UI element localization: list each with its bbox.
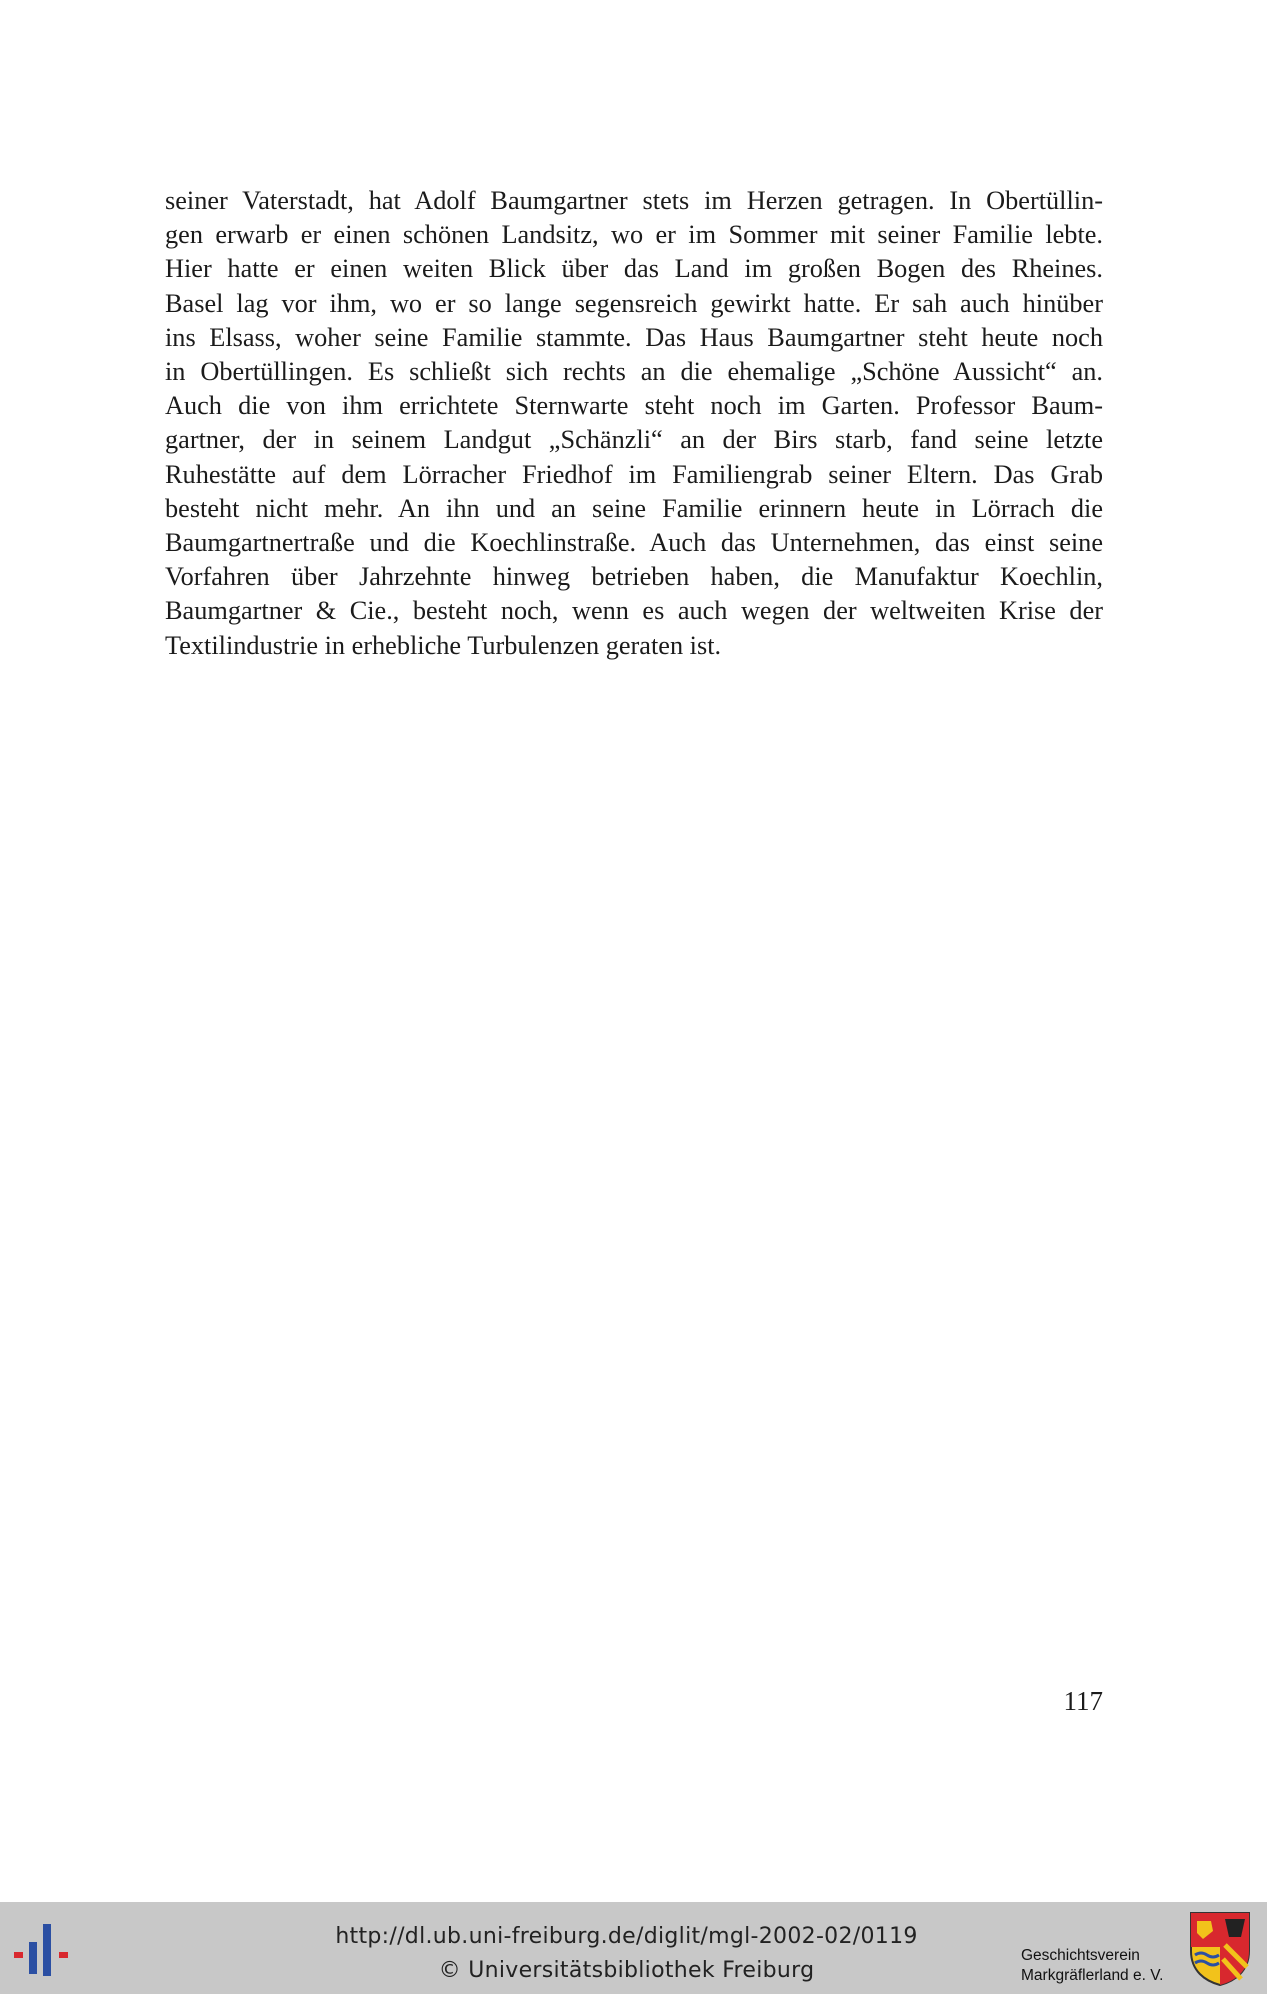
text-line: Hier hatte er einen weiten Blick über das Land im großen Bogen des Rheines. bbox=[165, 254, 1103, 284]
text-line: Basel lag vor ihm, wo er so lange segensreich gewirkt hatte. Er sah auch hinüber bbox=[165, 288, 1103, 318]
society-name bbox=[1021, 1946, 1181, 1986]
source-url[interactable]: http://dl.ub.uni-freiburg.de/diglit/mgl-2002-02/0119 bbox=[335, 1924, 918, 1949]
copyright-text: © Universitätsbibliothek Freiburg bbox=[438, 1958, 815, 1983]
footer-bar bbox=[0, 1902, 1267, 1994]
text-line: Baumgartner & Cie., besteht noch, wenn es auch wegen der weltweiten Krise der bbox=[165, 596, 1103, 626]
text-line: Auch die von ihm errichtete Sternwarte steht noch im Garten. Professor Baum- bbox=[165, 391, 1103, 421]
text-line: seiner Vaterstadt, hat Adolf Baumgartner stets im Herzen getragen. In Obertüllin- bbox=[165, 186, 1103, 215]
text-line: gen erwarb er einen schönen Landsitz, wo er im Sommer mit seiner Familie lebte. bbox=[165, 220, 1103, 250]
text-line: Baumgartnertraße und die Koechlinstraße. Auch das Unternehmen, das einst seine bbox=[165, 528, 1103, 558]
body-text bbox=[165, 184, 1103, 663]
text-line: besteht nicht mehr. An ihn und an seine Familie erinnern heute in Lörrach die bbox=[165, 493, 1103, 523]
text-line: Vorfahren über Jahrzehnte hinweg betrieben haben, die Manufaktur Koechlin, bbox=[165, 562, 1103, 592]
society-name-line2: Markgräflerland e. V. bbox=[1021, 1967, 1164, 1984]
text-line: Textilindustrie in erhebliche Turbulenzen geraten ist. bbox=[165, 630, 722, 660]
text-line: gartner, der in seinem Landgut „Schänzli“ an der Birs starb, fand seine letzte bbox=[165, 425, 1103, 455]
text-line: Ruhestätte auf dem Lörracher Friedhof im Familiengrab seiner Eltern. Das Grab bbox=[165, 459, 1103, 489]
text-line: in Obertüllingen. Es schließt sich rechts an die ehemalige „Schöne Aussicht“ an. bbox=[165, 357, 1103, 387]
coat-of-arms-icon bbox=[1189, 1911, 1251, 1987]
page-number: 117 bbox=[1063, 1686, 1103, 1716]
society-name-line1: Geschichtsverein bbox=[1021, 1947, 1140, 1964]
text-line: ins Elsass, woher seine Familie stammte. Das Haus Baumgartner steht heute noch bbox=[165, 322, 1103, 352]
